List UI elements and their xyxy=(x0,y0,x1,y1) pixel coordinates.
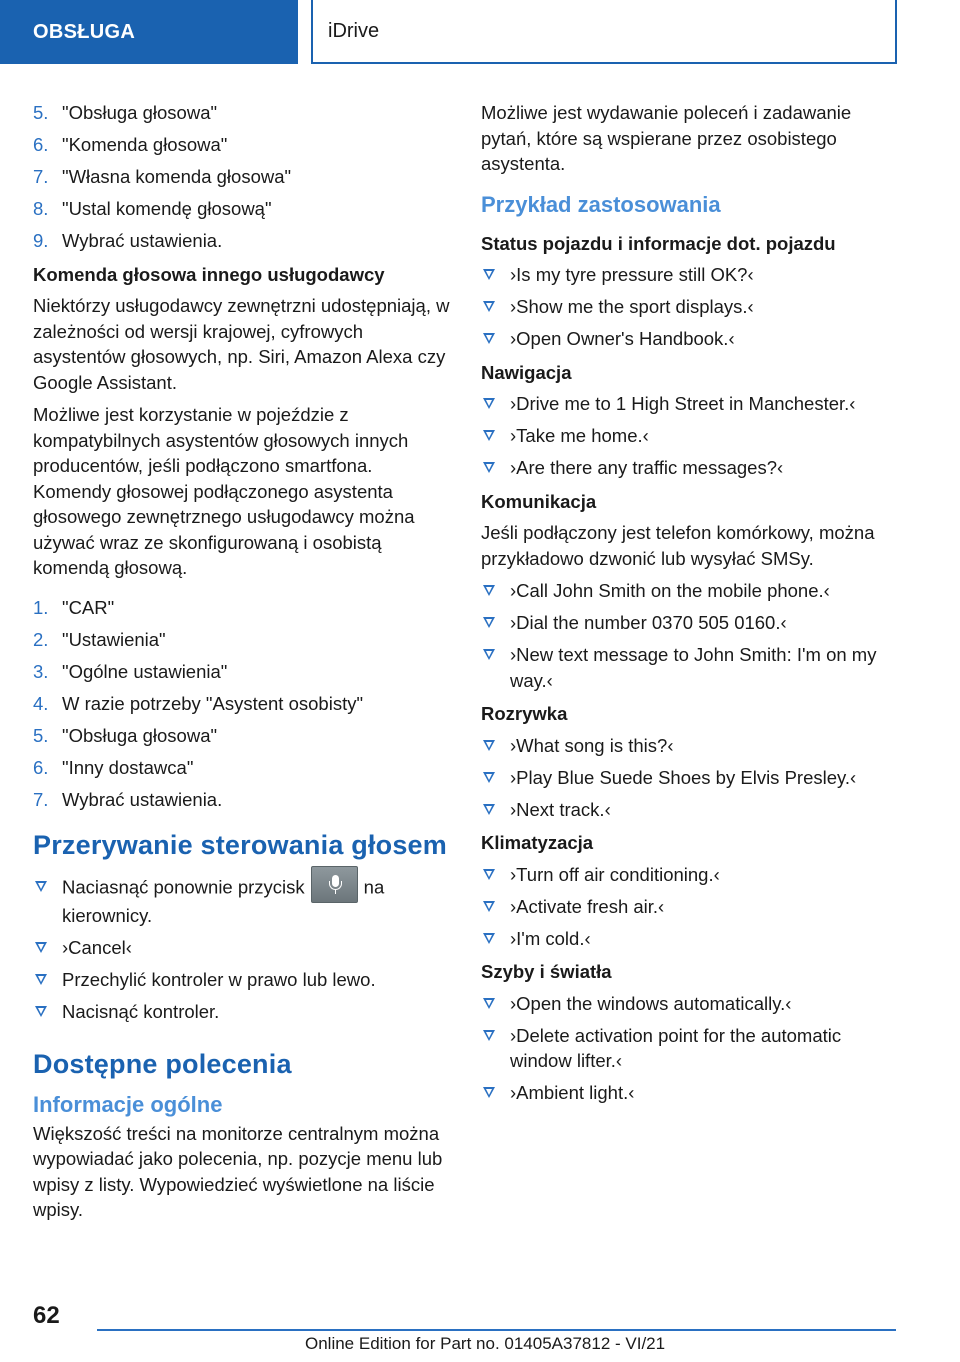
triangle-bullet-icon xyxy=(483,804,495,815)
list-item: 4. W razie potrzeby "Asystent osobisty" xyxy=(33,692,364,714)
group-heading-navigation: Nawigacja xyxy=(481,361,572,383)
triangle-bullet-icon xyxy=(483,869,495,880)
list-item: 9. Wybrać ustawienia. xyxy=(33,230,223,251)
triangle-bullet-icon xyxy=(483,998,495,1009)
triangle-bullet-icon xyxy=(35,1006,47,1017)
provider-paragraph-1: Niektórzy usługodawcy zewnętrzni udostępniają, w zależności od wersji krajowej, cyfrowych asystentów głosowych, np. Siri, Amazon Alexa czy Google Assistant. xyxy=(33,295,450,393)
list-item: Przechylić kontroler w prawo lub lewo. xyxy=(33,967,453,993)
general-info-heading: Informacje ogólne xyxy=(33,1091,223,1117)
list-item: ›Cancel‹ xyxy=(33,935,453,961)
list-item: ›Drive me to 1 High Street in Manchester.‹ xyxy=(481,391,896,417)
group-heading-vehicle: Status pojazdu i informacje dot. pojazdu xyxy=(481,232,836,254)
interrupt-heading: Przerywanie sterowania głosem xyxy=(33,830,447,860)
list-item: ›I'm cold.‹ xyxy=(481,926,896,952)
commands-heading: Dostępne polecenia xyxy=(33,1048,292,1079)
list-item: ›Ambient light.‹ xyxy=(481,1080,896,1106)
microphone-button-icon xyxy=(311,866,358,903)
triangle-bullet-icon xyxy=(483,398,495,409)
triangle-bullet-icon xyxy=(483,585,495,596)
example-heading: Przykład zastosowania xyxy=(481,191,721,217)
triangle-bullet-icon xyxy=(483,333,495,344)
command-list-vehicle xyxy=(481,262,896,352)
list-item: ›Turn off air conditioning.‹ xyxy=(481,862,896,888)
triangle-bullet-icon xyxy=(483,1087,495,1098)
provider-paragraph-2: Możliwe jest korzystanie w pojeździe z kompatybilnych asystentów głosowych innych producentów, jeśli podłączono smartfona. Komendy głosowej podłączonego asystenta głosowego zewnętrznego usługodawcy można używać wraz ze skonfigurowaną i osobistą komendą głosową. xyxy=(33,404,415,578)
list-item: 3. "Ogólne ustawienia" xyxy=(33,660,228,682)
communication-note: Jeśli podłączony jest telefon komórkowy, można przykładowo dzwonić lub wysyłać SMSy. xyxy=(481,522,875,569)
right-column xyxy=(481,100,896,1114)
footer-edition: Online Edition for Part no. 01405A37812 - VI/21 xyxy=(305,1334,666,1353)
triangle-bullet-icon xyxy=(483,901,495,912)
triangle-bullet-icon xyxy=(35,974,47,985)
list-item: ›Call John Smith on the mobile phone.‹ xyxy=(481,578,896,604)
command-list-navigation xyxy=(481,391,896,481)
list-item: ›Are there any traffic messages?‹ xyxy=(481,455,896,481)
list-item: ›Next track.‹ xyxy=(481,797,896,823)
intro-paragraph: Możliwe jest wydawanie poleceń i zadawanie pytań, które są wspierane przez osobistego asystenta. xyxy=(481,102,852,174)
triangle-bullet-icon xyxy=(483,772,495,783)
list-item: ›Delete activation point for the automatic window lifter.‹ xyxy=(481,1023,896,1074)
list-item: ›Dial the number 0370 505 0160.‹ xyxy=(481,610,896,636)
page-number: 62 xyxy=(33,1302,60,1329)
chapter-title: iDrive xyxy=(311,0,897,64)
list-item: Naciasnąć ponownie przycisk na kierownicy. xyxy=(33,874,453,929)
list-item: ›Open the windows automatically.‹ xyxy=(481,991,896,1017)
provider-heading: Komenda głosowa innego usługodawcy xyxy=(33,263,385,285)
triangle-bullet-icon xyxy=(483,933,495,944)
group-heading-entertainment: Rozrywka xyxy=(481,703,568,724)
list-item: Nacisnąć kontroler. xyxy=(33,999,453,1025)
general-info-paragraph: Większość treści na monitorze centralnym można wypowiadać jako polecenia, np. pozycje menu lub wpisy z listy. Wypowiedzieć wyświetlone na liście wpisy. xyxy=(33,1122,443,1220)
triangle-bullet-icon xyxy=(483,430,495,441)
left-column xyxy=(33,100,453,1230)
list-item: 2. "Ustawienia" xyxy=(33,628,166,650)
triangle-bullet-icon xyxy=(483,269,495,280)
command-list-entertainment xyxy=(481,733,896,823)
group-heading-communication: Komunikacja xyxy=(481,490,597,512)
list-item: ›Take me home.‹ xyxy=(481,423,896,449)
interrupt-list xyxy=(33,874,453,1025)
group-heading-windows-lights: Szyby i światła xyxy=(481,961,612,982)
group-heading-climate: Klimatyzacja xyxy=(481,832,594,853)
triangle-bullet-icon xyxy=(483,740,495,751)
list-item: 5. "Obsługa głosowa" xyxy=(33,724,218,746)
list-item: 1. "CAR" xyxy=(33,596,115,618)
footer-divider xyxy=(97,1329,896,1331)
command-list-communication xyxy=(481,578,896,693)
list-item: 7. Wybrać ustawienia. xyxy=(33,788,223,810)
command-list-climate xyxy=(481,862,896,952)
triangle-bullet-icon xyxy=(483,1030,495,1041)
list-item: 7. "Własna komenda głosowa" xyxy=(33,166,292,187)
list-item: ›Play Blue Suede Shoes by Elvis Presley.‹ xyxy=(481,765,896,791)
steps-list-own-command xyxy=(33,100,453,254)
triangle-bullet-icon xyxy=(35,881,47,892)
list-item: ›Is my tyre pressure still OK?‹ xyxy=(481,262,896,288)
list-item: ›What song is this?‹ xyxy=(481,733,896,759)
list-item: ›Activate fresh air.‹ xyxy=(481,894,896,920)
list-item: 5. "Obsługa głosowa" xyxy=(33,102,218,123)
command-list-windows-lights xyxy=(481,991,896,1106)
list-item: 6. "Inny dostawca" xyxy=(33,756,194,778)
triangle-bullet-icon xyxy=(483,649,495,660)
list-item: 8. "Ustal komendę głosową" xyxy=(33,198,272,219)
steps-list-other-provider xyxy=(33,595,453,813)
triangle-bullet-icon xyxy=(35,942,47,953)
triangle-bullet-icon xyxy=(483,617,495,628)
section-tab: OBSŁUGA xyxy=(0,0,298,64)
triangle-bullet-icon xyxy=(483,462,495,473)
list-item: ›Open Owner's Handbook.‹ xyxy=(481,326,896,352)
list-item: 6. "Komenda głosowa" xyxy=(33,134,228,155)
page-header xyxy=(0,0,960,66)
list-item: ›Show me the sport displays.‹ xyxy=(481,294,896,320)
triangle-bullet-icon xyxy=(483,301,495,312)
list-item: ›New text message to John Smith: I'm on my way.‹ xyxy=(481,642,896,693)
